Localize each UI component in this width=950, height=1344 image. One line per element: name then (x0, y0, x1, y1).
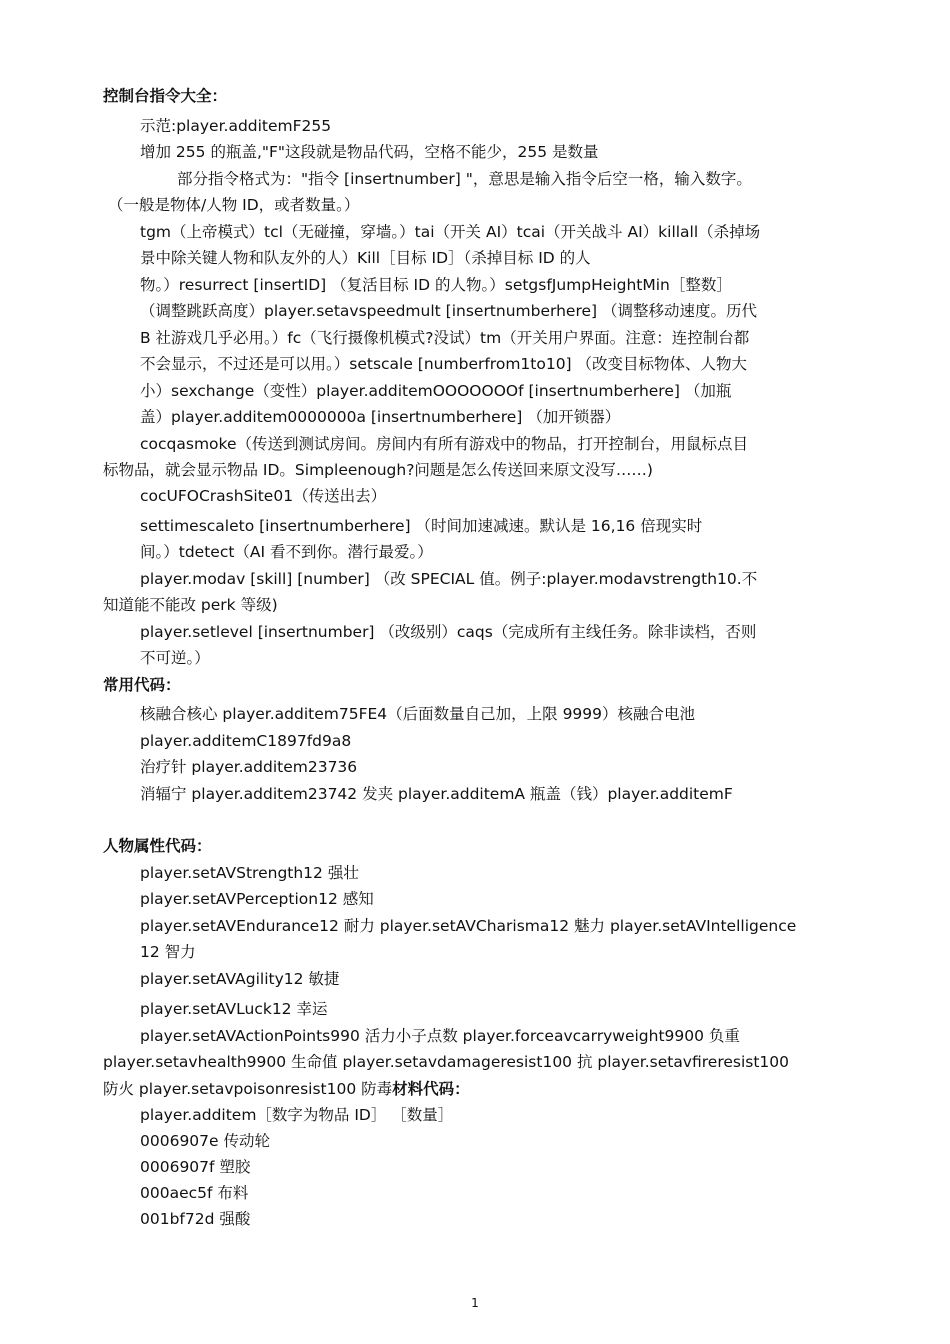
text-line: 示范:player.additemF255 (140, 117, 332, 135)
text-line: 部分指令格式为："指令 [insertnumber] "，意思是输入指令后空一格，输入数字。 (177, 170, 752, 188)
text-line: player.additem［数字为物品 ID］ ［数量］ (140, 1106, 454, 1124)
attributes-heading: 人物属性代码： (103, 837, 212, 855)
text-line: （调整跳跃高度）player.setavspeedmult [insertnumberhere] （调整移动速度。历代 (140, 302, 758, 320)
text-line: 000aec5f 布料 (140, 1184, 249, 1202)
text-line: player.setAVEndurance12 耐力 player.setAVCharisma12 魅力 player.setAVIntelligence (140, 917, 797, 935)
text-line: player.additemC1897fd9a8 (140, 732, 352, 750)
text-line: 防火 player.setavpoisonresist100 防毒 (103, 1080, 393, 1098)
text-line: B 社游戏几乎必用。）fc（飞行摄像机模式?没试）tm（开关用户界面。注意：连控制台都 (140, 329, 750, 347)
text-line: settimescaleto [insertnumberhere] （时间加速减速。默认是 16,16 倍现实时 (140, 517, 703, 535)
text-line: player.setAVLuck12 幸运 (140, 1000, 328, 1018)
text-line: player.setAVPerception12 感知 (140, 890, 374, 908)
text-line: tgm（上帝模式）tcl（无碰撞，穿墙。）tai（开关 AI）tcai（开关战斗 AI）killall（杀掉场 (140, 223, 761, 241)
text-line: 物。）resurrect [insertID] （复活目标 ID 的人物。）setgsfJumpHeightMin［整数］ (140, 276, 732, 294)
text-line: 小）sexchange（变性）player.additemOOOOOOOf [insertnumberhere] （加瓶 (140, 382, 732, 400)
text-line: 12 智力 (140, 943, 196, 961)
text-line: player.setAVStrength12 强壮 (140, 864, 359, 882)
text-line: 知道能不能改 perk 等级) (103, 596, 278, 614)
text-line: 不可逆。） (140, 649, 210, 667)
text-line: cocUFOCrashSite01（传送出去） (140, 487, 387, 505)
text-line: （一般是物体/人物 ID，或者数量。） (108, 196, 360, 214)
text-line: cocqasmoke（传送到测试房间。房间内有所有游戏中的物品，打开控制台，用鼠标点目 (140, 435, 748, 453)
text-line: 消辐宁 player.additem23742 发夹 player.additemA 瓶盖（钱）player.additemF (140, 785, 733, 803)
text-line: 0006907e 传动轮 (140, 1132, 270, 1150)
console-heading: 控制台指令大全： (103, 87, 228, 105)
text-line: 0006907f 塑胶 (140, 1158, 251, 1176)
text-line: 景中除关键人物和队友外的人）Kill［目标 ID］（杀掉目标 ID 的人 (140, 249, 591, 267)
text-line: player.modav [skill] [number] （改 SPECIAL 值。例子:player.modavstrength10.不 (140, 570, 758, 588)
text-line: 盖）player.additem0000000a [insertnumberhere] （加开锁器） (140, 408, 621, 426)
text-line: 标物品，就会显示物品 ID。Simpleenough?问题是怎么传送回来原文没写……) (103, 461, 653, 479)
text-line: 间。）tdetect（AI 看不到你。潜行最爱。） (140, 543, 433, 561)
text-line: 核融合核心 player.additem75FE4（后面数量自己加，上限 9999）核融合电池 (140, 705, 696, 723)
text-line: 不会显示，不过还是可以用。）setscale [numberfrom1to10] （改变目标物体、人物大 (140, 355, 748, 373)
text-line: player.setAVActionPoints990 活力小子点数 player.forceavcarryweight9900 负重 (140, 1027, 740, 1045)
text-line: player.setavhealth9900 生命值 player.setavdamageresist100 抗 player.setavfireresist100 (103, 1053, 790, 1071)
text-line: 治疗针 player.additem23736 (140, 758, 358, 776)
text-line: player.setAVAgility12 敏捷 (140, 970, 340, 988)
page-number: 1 (471, 1296, 479, 1310)
text-line: 增加 255 的瓶盖,"F"这段就是物品代码，空格不能少，255 是数量 (140, 143, 599, 161)
text-line: player.setlevel [insertnumber] （改级别）caqs（完成所有主线任务。除非读档，否则 (140, 623, 757, 641)
text-line: 001bf72d 强酸 (140, 1210, 251, 1228)
text-line-with-heading (103, 1079, 470, 1099)
common-codes-heading: 常用代码： (103, 676, 181, 694)
materials-heading: 材料代码： (392, 1080, 470, 1098)
